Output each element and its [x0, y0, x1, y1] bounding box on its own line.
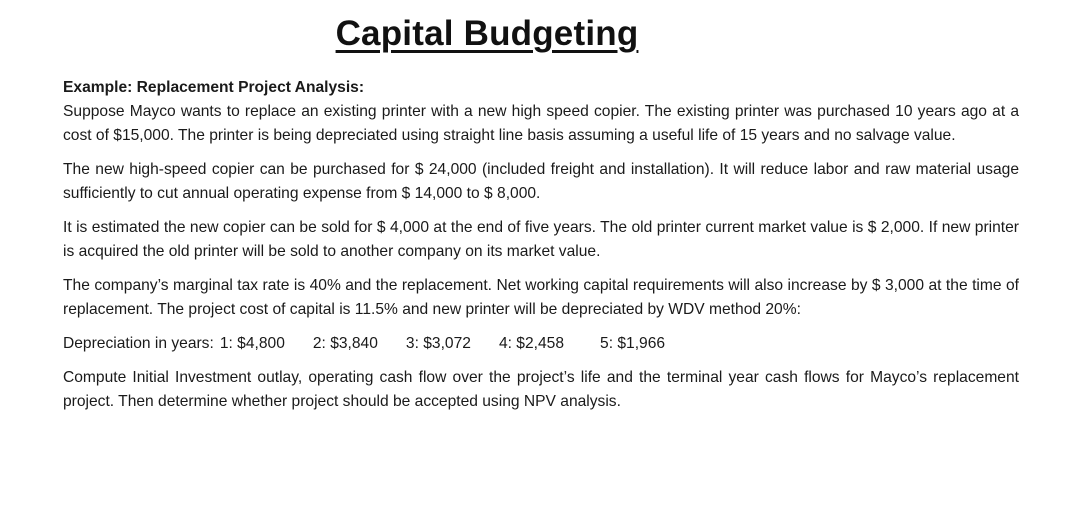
depreciation-year-5: 5: $1,966: [600, 335, 666, 352]
depreciation-year-4: 4: $2,458: [498, 335, 565, 352]
slide-title: Capital Budgeting: [335, 14, 639, 53]
paragraph-salvage-values: It is estimated the new copier can be sold for $ 4,000 at the end of five years. The old printer current market value is $ 2,000. If new printer is acquired the old printer will be sold to another company on its market value.: [63, 219, 1019, 260]
depreciation-year-2: 2: $3,840: [312, 335, 378, 352]
depreciation-label: Depreciation in years:: [63, 335, 214, 352]
depreciation-row: [63, 332, 1019, 356]
depreciation-year-1: 1: $4,800: [219, 335, 285, 352]
paragraph-existing-printer: Suppose Mayco wants to replace an existing printer with a new high speed copier. The existing printer was purchased 10 years ago at a cost of $15,000. The printer is being depreciated using straight line basis assuming a useful life of 15 years and no salvage value.: [63, 103, 1019, 144]
depreciation-year-3: 3: $3,072: [405, 335, 471, 352]
paragraph-new-copier: The new high-speed copier can be purchased for $ 24,000 (included freight and installation). It will reduce labor and raw material usage sufficiently to cut annual operating expense from $ 14,000 to $ 8,000.: [63, 161, 1019, 202]
slide-body: [63, 76, 1019, 424]
example-heading: Example: Replacement Project Analysis:: [63, 79, 365, 96]
paragraph-tax-and-capital: The company’s marginal tax rate is 40% and the replacement. Net working capital requirements will also increase by $ 3,000 at the time of replacement. The project cost of capital is 11.5% and new printer will be depreciated by WDV method 20%:: [63, 277, 1019, 318]
paragraph-instruction: Compute Initial Investment outlay, operating cash flow over the project’s life and the terminal year cash flows for Mayco’s replacement project. Then determine whether project should be accepted using NPV analysis.: [63, 369, 1019, 410]
